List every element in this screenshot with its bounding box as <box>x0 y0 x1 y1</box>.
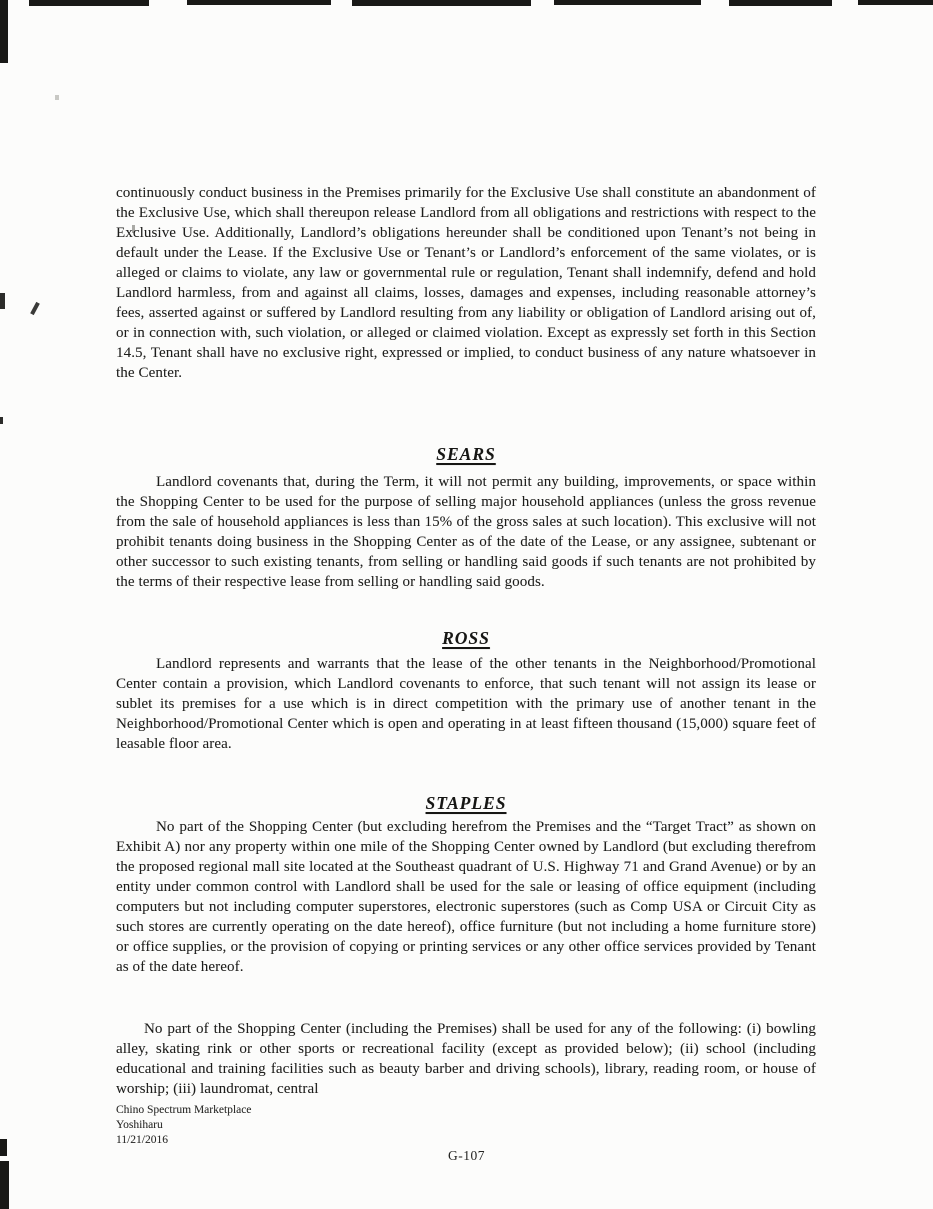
scan-mark-top-3 <box>352 0 531 6</box>
scan-speck-2 <box>55 95 59 100</box>
scan-mark-top-4 <box>554 0 701 5</box>
scan-mark-left-tick-2 <box>0 417 3 424</box>
scan-mark-top-2 <box>187 0 331 5</box>
scan-mark-top-6 <box>858 0 933 5</box>
sears-heading-text: SEARS <box>436 444 496 464</box>
scan-mark-top-1 <box>29 0 149 6</box>
footer-project-name: Chino Spectrum Marketplace <box>116 1104 252 1116</box>
footer-party-name: Yoshiharu <box>116 1119 163 1131</box>
footer-date: 11/21/2016 <box>116 1134 168 1146</box>
sears-paragraph: Landlord covenants that, during the Term, it will not permit any building, improvements, or space within the Shopping Center to be used for the purpose of selling major household appliances (unless the gross revenue from the sale of household appliances is less than 15% of the gross sales at such location). This exclusive will not prohibit tenants doing business in the Shopping Center as of the date of the Lease, or any assignee, subtenant or other successor to such existing tenants, from selling or handling said goods if such tenants are not prohibited by the terms of their respective lease from selling or handling said goods. <box>116 474 816 590</box>
continuation-paragraph: continuously conduct business in the Premises primarily for the Exclusive Use shall constitute an abandonment of the Exclusive Use, which shall thereupon release Landlord from all obligations and restrictions with respect to the Exclusive Use. Additionally, Landlord’s obligations hereunder shall be conditioned upon Tenant’s not being in default under the Lease. If the Exclusive Use or Tenant’s or Landlord’s enforcement of the same violates, or is alleged or claims to violate, any law or governmental rule or regulation, Tenant shall indemnify, defend and hold Landlord harmless, from and against all claims, losses, damages and expenses, including reasonable attorney’s fees, asserted against or suffered by Landlord resulting from any liability or obligation of Landlord arising out of, or in connection with, such violation, or alleged or claimed violation. Except as expressly set forth in this Section 14.5, Tenant shall have no exclusive right, expressed or implied, to conduct business of any nature whatsoever in the Center. <box>116 185 816 381</box>
document-footer <box>116 1103 251 1148</box>
staples-section-heading <box>116 793 816 814</box>
scan-mark-top-5 <box>729 0 832 6</box>
ross-heading-text: ROSS <box>442 628 490 648</box>
staples-paragraph-2: No part of the Shopping Center (including the Premises) shall be used for any of the following: (i) bowling alley, skating rink or other sports or recreational facility (except as provided below); (ii) school (including educational and training facilities such as beauty barber and driving schools), library, reading room, or house of worship; (iii) laundromat, central <box>116 1021 816 1097</box>
sears-section-heading <box>116 444 816 465</box>
ross-paragraph: Landlord represents and warrants that the lease of the other tenants in the Neighborhood/Promotional Center contain a provision, which Landlord covenants to enforce, that such tenant will not assign its lease or sublet its premises for a use which is in direct competition with the primary use of another tenant in the Neighborhood/Promotional Center which is open and operating in at least fifteen thousand (15,000) square feet of leasable floor area. <box>116 656 816 752</box>
staples-paragraph-1: No part of the Shopping Center (but excluding herefrom the Premises and the “Target Tract” as shown on Exhibit A) nor any property within one mile of the Shopping Center owned by Landlord (but excluding therefrom the proposed regional mall site located at the Southeast quadrant of U.S. Highway 71 and Grand Avenue) or by an entity under common control with Landlord shall be used for the sale or leasing of office equipment (including computers but not including computer superstores, electronic superstores (such as Comp USA or Circuit City as such stores are currently operating on the date hereof), office furniture (but not including a home furniture store) or office supplies, or the provision of copying or printing services or any other office services provided by Tenant as of the date hereof. <box>116 819 816 975</box>
scan-mark-left-tick-1 <box>0 293 5 309</box>
scan-mark-left-bar <box>0 0 8 63</box>
scan-mark-bottom-left-2 <box>0 1161 9 1209</box>
ross-section-heading <box>116 628 816 649</box>
page-number: G-107 <box>448 1148 485 1163</box>
staples-heading-text: STAPLES <box>425 793 507 813</box>
scan-mark-margin-tick <box>30 302 40 315</box>
